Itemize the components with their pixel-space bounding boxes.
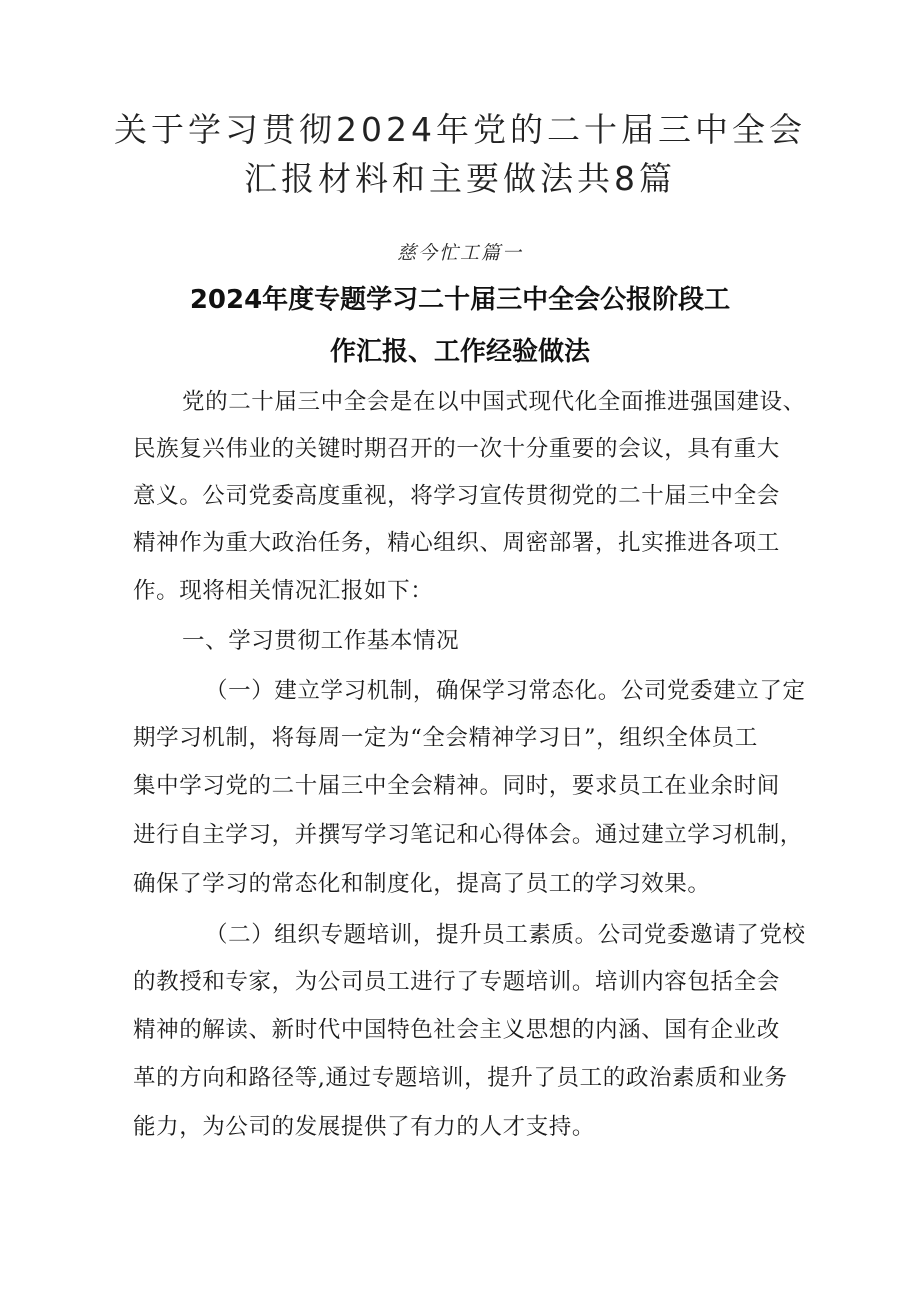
section-heading-1: 一、学习贯彻工作基本情况 (182, 628, 460, 654)
body-line: 党的二十届三中全会是在以中国式现代化全面推进强国建设、 (182, 389, 806, 415)
body-line: 精神作为重大政治任务，精心组织、周密部署，扎实推进各项工 (133, 530, 780, 556)
body-line: 精神的解读、新时代中国特色社会主义思想的内涵、国有企业改 (133, 1017, 780, 1043)
body-line: 作。现将相关情况汇报如下： (133, 578, 434, 604)
body-line: （二）组织专题培训，提升员工素质。公司党委邀请了党校 (205, 922, 806, 948)
main-title-line-1: 关于学习贯彻2024年党的二十届三中全会 (114, 110, 806, 149)
section-title-line-1: 2024年度专题学习二十届三中全会公报阶段工 (189, 285, 731, 315)
body-line: 革的方向和路径等,通过专题培训，提升了员工的政治素质和业务 (133, 1065, 788, 1091)
body-line: 意义。公司党委高度重视，将学习宣传贯彻党的二十届三中全会 (133, 483, 780, 509)
article-subheading: 慈今忙工篇一 (396, 242, 523, 264)
body-line: 能力，为公司的发展提供了有力的人才支持。 (133, 1114, 596, 1140)
body-line: 进行自主学习，并撰写学习笔记和心得体会。通过建立学习机制， (133, 822, 803, 848)
body-line: 民族复兴伟业的关键时期召开的一次十分重要的会议，具有重大 (133, 436, 780, 462)
section-title-line-2: 作汇报、工作经验做法 (329, 337, 590, 367)
main-title-line-2: 汇报材料和主要做法共8篇 (244, 159, 676, 198)
body-line: （一）建立学习机制，确保学习常态化。公司党委建立了定 (205, 678, 806, 704)
body-line: 确保了学习的常态化和制度化，提高了员工的学习效果。 (133, 871, 711, 897)
body-line: 集中学习党的二十届三中全会精神。同时，要求员工在业余时间 (133, 773, 780, 799)
body-line: 期学习机制，将每周一定为“全会精神学习日”，组织全体员工 (133, 725, 758, 751)
body-line: 的教授和专家，为公司员工进行了专题培训。培训内容包括全会 (133, 969, 780, 995)
